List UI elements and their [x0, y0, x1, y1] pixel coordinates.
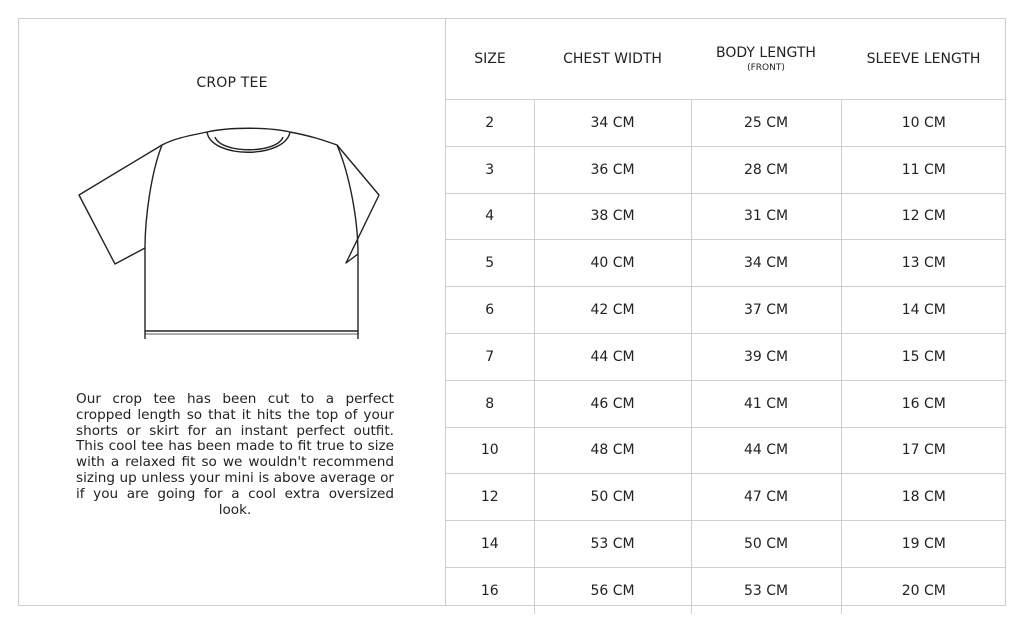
cell-chest: 46 CM — [534, 380, 691, 427]
product-panel — [19, 19, 446, 605]
cell-chest: 50 CM — [534, 474, 691, 521]
table-row — [446, 521, 1006, 568]
cell-chest: 36 CM — [534, 146, 691, 193]
cell-chest: 53 CM — [534, 521, 691, 568]
cell-body: 53 CM — [691, 567, 841, 613]
table-row — [446, 333, 1006, 380]
header-body-length-label: BODY LENGTH — [716, 45, 816, 61]
cell-sleeve: 19 CM — [841, 521, 1006, 568]
table-row — [446, 287, 1006, 334]
cell-chest: 44 CM — [534, 333, 691, 380]
cell-body: 25 CM — [691, 100, 841, 147]
cell-sleeve: 10 CM — [841, 100, 1006, 147]
cell-size: 7 — [446, 333, 534, 380]
cell-sleeve: 20 CM — [901, 582, 946, 599]
cell-chest: 40 CM — [534, 240, 691, 287]
cell-body: 34 CM — [691, 240, 841, 287]
cell-sleeve: 14 CM — [841, 287, 1006, 334]
cell-sleeve: 12 CM — [841, 193, 1006, 240]
product-title: CROP TEE — [196, 75, 268, 91]
size-guide-card — [18, 18, 1006, 606]
table-row — [446, 567, 1006, 613]
cell-body: 44 CM — [691, 427, 841, 474]
cell-body: 50 CM — [691, 521, 841, 568]
cell-sleeve: 17 CM — [841, 427, 1006, 474]
cell-size: 5 — [446, 240, 534, 287]
header-body-length-sub: (FRONT) — [747, 63, 785, 73]
cell-size: 14 — [446, 521, 534, 568]
product-description: Our crop tee has been cut to a perfect cropped length so that it hits the top of your shorts or skirt for an instant perfect outfit. This cool tee has been made to fit true to size with a relaxed fit so we wouldn't recommend sizing up unless your mini is above average or if you are going for a cool extra oversized look. — [76, 391, 394, 518]
cell-sleeve: 15 CM — [841, 333, 1006, 380]
header-sleeve-length: SLEEVE LENGTH — [841, 19, 1006, 100]
cell-sleeve: 16 CM — [841, 380, 1006, 427]
header-body-length — [691, 19, 841, 100]
size-table-panel — [446, 19, 1006, 605]
cell-size: 10 — [446, 427, 534, 474]
cell-chest: 42 CM — [534, 287, 691, 334]
table-row — [446, 100, 1006, 147]
crop-tee-outline-icon — [59, 123, 399, 339]
cell-size: 4 — [446, 193, 534, 240]
cell-sleeve: 18 CM — [841, 474, 1006, 521]
cell-size: 12 — [446, 474, 534, 521]
size-table — [446, 19, 1006, 614]
cell-size: 16 — [446, 567, 534, 613]
cell-size: 3 — [446, 146, 534, 193]
cell-sleeve: 13 CM — [841, 240, 1006, 287]
table-header-row — [446, 19, 1006, 100]
table-row — [446, 146, 1006, 193]
cell-size: 6 — [446, 287, 534, 334]
cell-chest: 38 CM — [534, 193, 691, 240]
table-row — [446, 380, 1006, 427]
cell-body: 28 CM — [691, 146, 841, 193]
table-row — [446, 240, 1006, 287]
cell-size: 8 — [446, 380, 534, 427]
header-size: SIZE — [446, 19, 534, 100]
cell-chest: 48 CM — [534, 427, 691, 474]
cell-chest: 34 CM — [534, 100, 691, 147]
cell-body: 41 CM — [691, 380, 841, 427]
cell-body: 39 CM — [691, 333, 841, 380]
header-chest-width: CHEST WIDTH — [534, 19, 691, 100]
cell-body: 37 CM — [691, 287, 841, 334]
cell-sleeve: 11 CM — [841, 146, 1006, 193]
cell-chest: 56 CM — [534, 567, 691, 613]
table-row — [446, 427, 1006, 474]
cell-body: 47 CM — [691, 474, 841, 521]
cell-body: 31 CM — [691, 193, 841, 240]
table-row — [446, 193, 1006, 240]
table-row — [446, 474, 1006, 521]
cell-size: 2 — [446, 100, 534, 147]
